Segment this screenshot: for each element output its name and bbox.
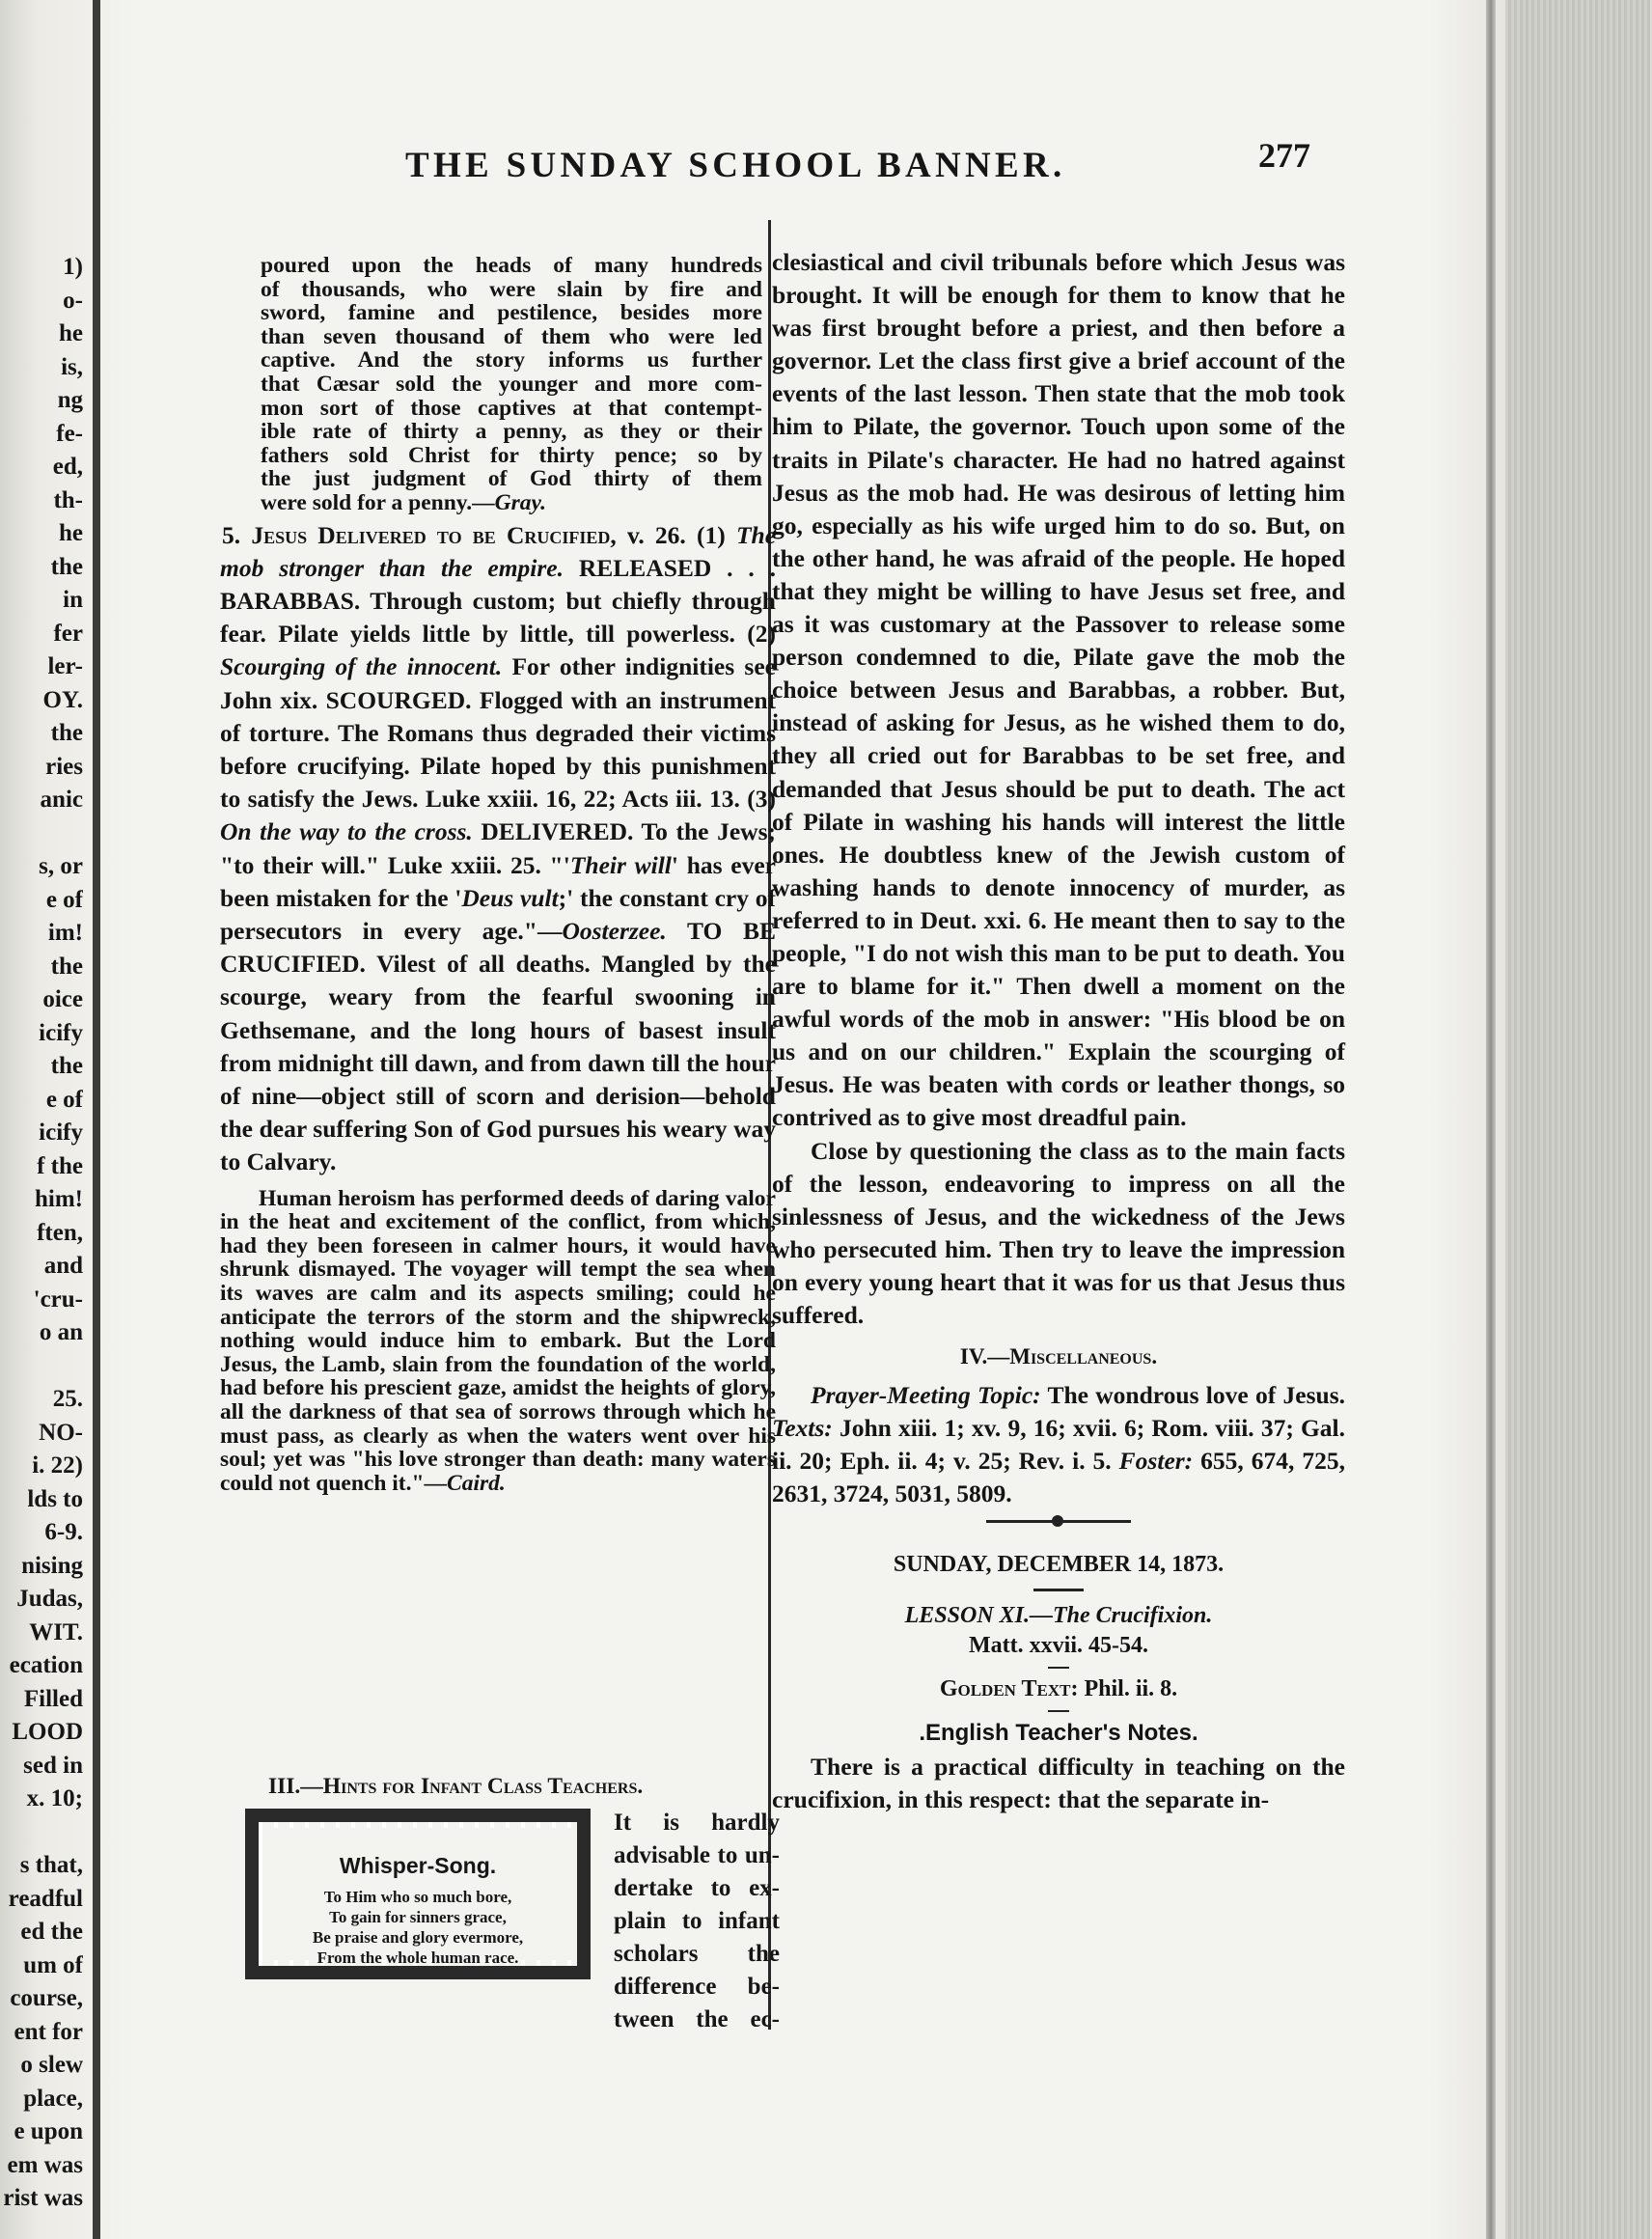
previous-page-line: fer <box>53 620 83 647</box>
opening-quote-author: Gray. <box>494 489 546 515</box>
hints-side-line: It is hardly <box>614 1810 780 1836</box>
hints-side-line: tween the ec- <box>614 2006 780 2032</box>
foster-numbers: 655, 674, 725, 2631, 3724, 5031, 5809. <box>772 1446 1345 1507</box>
section-5-text-c: DELIVERED. To the Jews; "to their will." Luke xxiii. 25. "' <box>220 817 776 879</box>
opening-quote-line: that Cæsar sold the younger and more com- <box>261 371 762 397</box>
previous-page-line: e upon <box>14 2118 83 2144</box>
texts-refs: John xiii. 1; xv. 9, 16; xvii. 6; Rom. viii. 37; Gal. ii. 20; Eph. ii. 4; v. 25; Rev. i. 5. <box>772 1413 1345 1475</box>
section-5-deus-vult: Deus vult <box>461 883 559 912</box>
previous-page-line: im! <box>47 920 83 946</box>
section-5-mob: The mob stronger than the empire. <box>220 520 777 582</box>
previous-page-line <box>0 1816 83 1850</box>
previous-page-line: ed, <box>52 454 83 480</box>
section-5-text-e: ;' the constant cry of persecutors in every age."— <box>220 883 776 945</box>
previous-page-line: OY. <box>42 686 83 713</box>
previous-page-line: ent for <box>14 2018 83 2045</box>
previous-page-line: x. 10; <box>26 1785 83 1811</box>
previous-page-line: in <box>63 587 83 613</box>
previous-page-line: course, <box>10 1985 83 2011</box>
previous-page-line: e of <box>45 1086 83 1113</box>
golden-label: Golden Text: <box>939 1676 1079 1702</box>
opening-quote-line: sword, famine and pestilence, besides more <box>261 300 762 326</box>
heroism-quote <box>220 1187 776 1496</box>
section-5-text-d: ' has ever been mistaken for the ' <box>220 850 776 912</box>
opening-quote <box>220 254 762 515</box>
previous-page-line: sed in <box>23 1752 83 1779</box>
hints-heading <box>268 1774 643 1800</box>
previous-page-line: him! <box>35 1186 83 1212</box>
left-column <box>220 254 776 1495</box>
previous-page-line: ecation <box>9 1652 83 1678</box>
section-5-heading: 5. Jesus Delivered to be Crucified, <box>222 520 617 549</box>
heroism-text: Human heroism has performed deeds of daring valor in the heat and excitement of the conflict, from which, had they been foreseen in calmer hours, it would have shrunk dismayed. The voyager will tempt the sea when its waves are calm and its aspects smiling; could he anticipate the terrors of the storm and the shipwreck, nothing would induce him to embark. But the Lord Jesus, the Lamb, slain from the foundation of the world, had before his prescient gaze, amidst the heights of glory, all the darkness of that sea of sorrows through which he must pass, as clearly as when the waters went over his soul; yet was "his love stronger than death: many waters could not quench it."— <box>220 1185 776 1496</box>
lesson-title <box>772 1601 1345 1631</box>
previous-page-line: em was <box>7 2151 83 2178</box>
previous-page-line: he <box>59 320 83 346</box>
opening-quote-line: poured upon the heads of many hundreds <box>261 253 762 278</box>
previous-page-line: 1) <box>63 254 83 280</box>
lesson-ref: Matt. xxvii. 45-54. <box>969 1633 1148 1659</box>
hints-side-text <box>614 1807 780 2036</box>
previous-page-line: Judas, <box>16 1586 83 1612</box>
foster-label: Foster: <box>1118 1446 1194 1475</box>
hints-side-line: plain to infant <box>614 1908 780 1934</box>
previous-page-line: s, or <box>39 853 83 879</box>
hints-heading-text: III.—Hints for Infant Class Teachers. <box>268 1774 644 1799</box>
opening-quote-line: mon sort of those captives at that contempt- <box>261 395 762 421</box>
previous-page-line: the <box>50 553 83 580</box>
opening-quote-lines <box>261 254 762 491</box>
heroism-author: Caird. <box>447 1470 506 1496</box>
misc-heading-text: IV.—Miscellaneous. <box>959 1344 1158 1369</box>
previous-page-line: 'cru- <box>33 1285 83 1313</box>
previous-page-line: LOOD <box>12 1719 83 1745</box>
hints-side-line: scholars the <box>614 1941 780 1967</box>
previous-page-line <box>0 1350 83 1384</box>
right-column <box>772 246 1345 1816</box>
whisper-song-inner <box>264 1828 571 1967</box>
whisper-song-box <box>245 1809 591 1979</box>
previous-page-line: icify <box>39 1019 83 1046</box>
previous-page-line: o an <box>39 1319 83 1345</box>
running-header: THE SUNDAY SCHOOL BANNER. <box>405 146 1066 185</box>
pilate-paragraph: clesiastical and civil tribunals before which Jesus was brought. It will be enough for them to know that he was first brought before a priest, and then before a governor. Let the class first give a brief account of the events of the last lesson. Then state that the mob took him to Pilate, the governor. Touch upon some of the traits in Pilate's character. He had no hatred against Jesus as the mob had. He was desirous of letting him go, especially as his wife urged him to do so. But, on the other hand, he was afraid of the people. He hoped that they might be willing to have Jesus set free, and as it was customary at the Passover to release some person condemned to die, Pilate gave the mob the choice between Jesus and Barabbas, a robber. But, instead of asking for Jesus, as he wished them to do, they all cried out for Barabbas to be set free, and demanded that Jesus should be put to death. The act of Pilate in washing his hands will interest the little ones. He doubtless knew of the Jewish custom of washing hands to denote innocency of murder, as referred to in Deut. xxi. 6. He meant then to say to the people, "I do not wish this man to be put to death. You are to blame for it." Then dwell a moment on the awful words of the mob in answer: "His blood be on us and on our children." Explain the scourging of Jesus. He was beaten with cords or leather thongs, so contrived as to give most dreadful pain. <box>772 248 1345 1132</box>
previous-page-line: NO- <box>39 1419 83 1446</box>
page-stack <box>1505 0 1650 2239</box>
previous-page-line: the <box>50 953 83 980</box>
hints-side-line: advisable to un- <box>614 1842 780 1868</box>
previous-page-line: th- <box>53 486 83 513</box>
whisper-song-lines <box>264 1887 571 1968</box>
opening-quote-line: than seven thousand of them who were led <box>261 323 762 349</box>
previous-page-fragment <box>0 251 83 2216</box>
section-separator <box>986 1520 1131 1523</box>
section-5-verse: v. 26. (1) <box>627 520 736 549</box>
notes-heading-text: .English Teacher's Notes. <box>919 1720 1198 1747</box>
previous-page-line: ng <box>57 387 83 413</box>
previous-page-line: 6-9. <box>44 1519 83 1545</box>
whisper-song-title: Whisper-Song. <box>339 1853 497 1878</box>
lesson-title-text: LESSON XI.—The Crucifixion. <box>904 1603 1213 1629</box>
notes-text: There is a practical difficulty in teaching on the crucifixion, in this respect: that the separate in- <box>772 1753 1345 1814</box>
previous-page-line: e of <box>45 886 83 913</box>
previous-page-line: i. 22) <box>32 1452 83 1479</box>
previous-page-line: readful <box>8 1885 83 1912</box>
previous-page-line: the <box>50 720 83 746</box>
opening-quote-line: captive. And the story informs us further <box>261 347 762 373</box>
previous-page-line: s that, <box>19 1852 83 1878</box>
date-heading: SUNDAY, DECEMBER 14, 1873. <box>893 1552 1225 1578</box>
previous-page-line: fe- <box>56 420 83 447</box>
whisper-song-line: To gain for sinners grace, <box>329 1908 507 1926</box>
previous-page-line: and <box>43 1253 83 1279</box>
previous-page-line <box>0 817 83 851</box>
lesson-rule <box>1048 1667 1069 1669</box>
page-edge <box>1486 0 1496 2239</box>
section-5 <box>220 519 776 1179</box>
golden-rule <box>1048 1710 1069 1712</box>
previous-page-line: WIT. <box>29 1618 83 1645</box>
prayer-topic: The wondrous love of Jesus. <box>1040 1380 1346 1409</box>
previous-page-line: lds to <box>27 1485 83 1512</box>
misc-heading <box>772 1345 1345 1369</box>
previous-page-line: ler- <box>47 653 83 679</box>
binding-gutter <box>93 0 100 2239</box>
previous-page-line: the <box>50 1053 83 1079</box>
date-rule <box>1033 1589 1084 1591</box>
previous-page-line: ften, <box>37 1219 83 1246</box>
previous-page-line: f the <box>37 1152 83 1179</box>
section-5-their-will: Their will <box>569 850 672 879</box>
closing-paragraph: Close by questioning the class as to the main facts of the lesson, endeavoring to impress on all the sinlessness of Jesus, and the wickedness of the Jews who persecuted him. Then try to leave the impression on every young heart that it was for us that Jesus thus suffered. <box>772 1136 1345 1329</box>
previous-page-line: place, <box>23 2085 83 2112</box>
previous-page-line: is, <box>61 353 83 380</box>
whisper-song-line: To Him who so much bore, <box>323 1888 512 1906</box>
previous-page-line: anic <box>40 787 83 813</box>
previous-page-line: ed the <box>20 1919 83 1945</box>
previous-page-line: Filled <box>23 1685 83 1712</box>
previous-page-line: o- <box>63 287 83 314</box>
opening-quote-line: ible rate of thirty a penny, as they or their <box>261 419 762 445</box>
previous-page-line: nising <box>21 1552 83 1579</box>
previous-page-line: he <box>59 520 83 546</box>
previous-page-line: 25. <box>52 1386 83 1412</box>
prayer-label: Prayer-Meeting Topic: <box>811 1380 1041 1409</box>
notes-heading <box>772 1720 1345 1747</box>
prayer-meeting <box>772 1379 1345 1510</box>
whisper-song-line: From the whole human race. <box>317 1949 519 1967</box>
hints-side-line: dertake to ex- <box>614 1875 780 1901</box>
hints-side-line: difference be- <box>614 1974 780 2000</box>
section-5-text-a: RELEASED . . . BARABBAS. Through custom; but chiefly through fear. Pilate yields little by little, till powerless. (2) <box>220 553 776 649</box>
section-5-text-f: TO BE CRUCIFIED. Vilest of all deaths. Mangled by the scourge, weary from the fearful swooning in Gethsemane, and the long hours of basest insult from midnight till dawn, and from dawn till the hour of nine—object still of scorn and derision—behold the dear suffering Son of God pursues his weary way to Calvary. <box>220 916 776 1176</box>
previous-page-line: rist was <box>3 2185 83 2211</box>
previous-page-line: ries <box>45 753 83 780</box>
section-5-oosterzee: Oosterzee. <box>562 916 667 945</box>
opening-quote-line: of thousands, who were slain by fire and <box>261 276 762 302</box>
opening-quote-end: were sold for a penny.— <box>261 489 495 515</box>
section-5-text-b: For other indignities see John xix. SCOURGED. Flogged with an instrument of torture. The Romans thus degraded their victims before crucifying. Pilate hoped by this punishment to satisfy the Jews. Luke xxiii. 16, 22; Acts iii. 13. (3) <box>220 652 776 814</box>
page-number: 277 <box>1258 136 1310 175</box>
previous-page-line: oice <box>42 986 83 1012</box>
golden-ref: Phil. ii. 8. <box>1078 1676 1178 1702</box>
whisper-song-line: Be praise and glory evermore, <box>312 1928 524 1947</box>
previous-page-line: um of <box>23 1951 83 1978</box>
golden-text <box>772 1674 1345 1704</box>
opening-quote-line: the just judgment of God thirty of them <box>261 466 762 492</box>
previous-page-line: o slew <box>20 2052 83 2078</box>
opening-quote-line: fathers sold Christ for thirty pence; so by <box>261 442 762 468</box>
separator-dot <box>1052 1515 1063 1527</box>
texts-label: Texts: <box>772 1413 833 1442</box>
previous-page-line: icify <box>39 1120 83 1146</box>
section-5-way: On the way to the cross. <box>220 817 473 846</box>
section-5-scourging: Scourging of the innocent. <box>220 652 503 681</box>
